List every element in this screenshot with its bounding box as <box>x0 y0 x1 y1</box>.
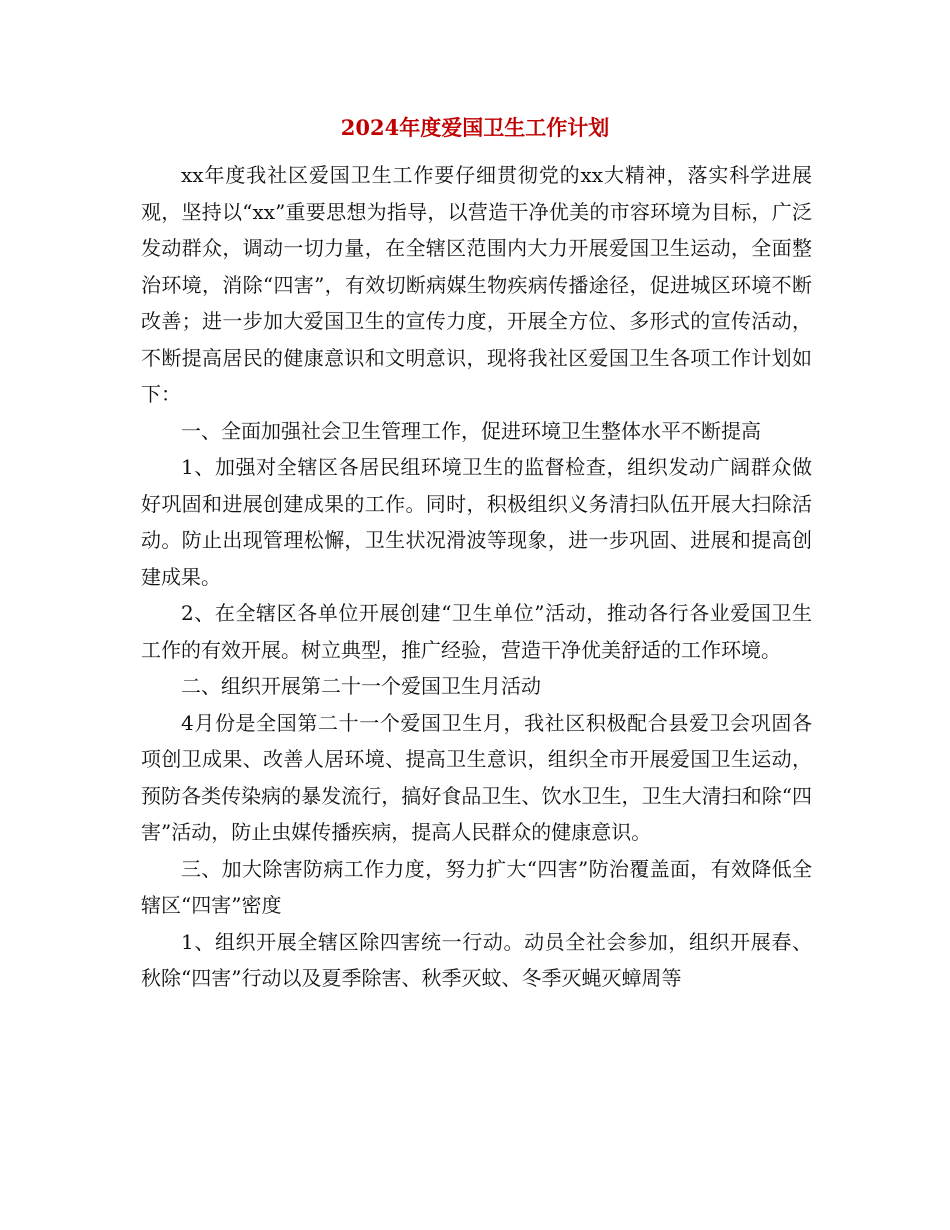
document-title: 2024年度爱国卫生工作计划 <box>340 115 610 140</box>
document-body <box>141 157 812 997</box>
paragraph-intro: xx年度我社区爱国卫生工作要仔细贯彻党的xx大精神，落实科学进展观，坚持以“xx”重要思想为指导，以营造干净优美的市容环境为目标，广泛发动群众，调动一切力量，在全辖区范围内大力开展爱国卫生运动，全面整治环境，消除“四害”，有效切断病媒生物疾病传播途径，促进城区环境不断改善；进一步加大爱国卫生的宣传力度，开展全方位、多形式的宣传活动，不断提高居民的健康意识和文明意识，现将我社区爱国卫生各项工作计划如下： <box>141 163 812 406</box>
section-heading-1: 一、全面加强社会卫生管理工作，促进环境卫生整体水平不断提高 <box>181 418 761 443</box>
paragraph-1-1: 1、加强对全辖区各居民组环境卫生的监督检查，组织发动广阔群众做好巩固和进展创建成果的工作。同时，积极组织义务清扫队伍开展大扫除活动。防止出现管理松懈，卫生状况滑波等现象，进一步巩固、进展和提高创建成果。 <box>141 455 812 589</box>
paragraph-1-2: 2、在全辖区各单位开展创建“卫生单位”活动，推动各行各业爱国卫生工作的有效开展。树立典型，推广经验，营造干净优美舒适的工作环境。 <box>141 601 812 662</box>
section-heading-2: 二、组织开展第二十一个爱国卫生月活动 <box>181 674 541 698</box>
paragraph-2: 4月份是全国第二十一个爱国卫生月，我社区积极配合县爱卫会巩固各项创卫成果、改善人居环境、提高卫生意识，组织全市开展爱国卫生运动，预防各类传染病的暴发流行，搞好食品卫生、饮水卫生，卫生大清扫和除“四害”活动，防止虫媒传播疾病，提高人民群众的健康意识。 <box>141 710 812 844</box>
paragraph-3-1: 1、组织开展全辖区除四害统一行动。动员全社会参加，组织开展春、秋除“四害”行动以及夏季除害、秋季灭蚊、冬季灭蝇灭蟑周等 <box>141 929 812 990</box>
section-heading-3: 三、加大除害防病工作力度，努力扩大“四害”防治覆盖面，有效降低全辖区“四害”密度 <box>141 856 812 917</box>
